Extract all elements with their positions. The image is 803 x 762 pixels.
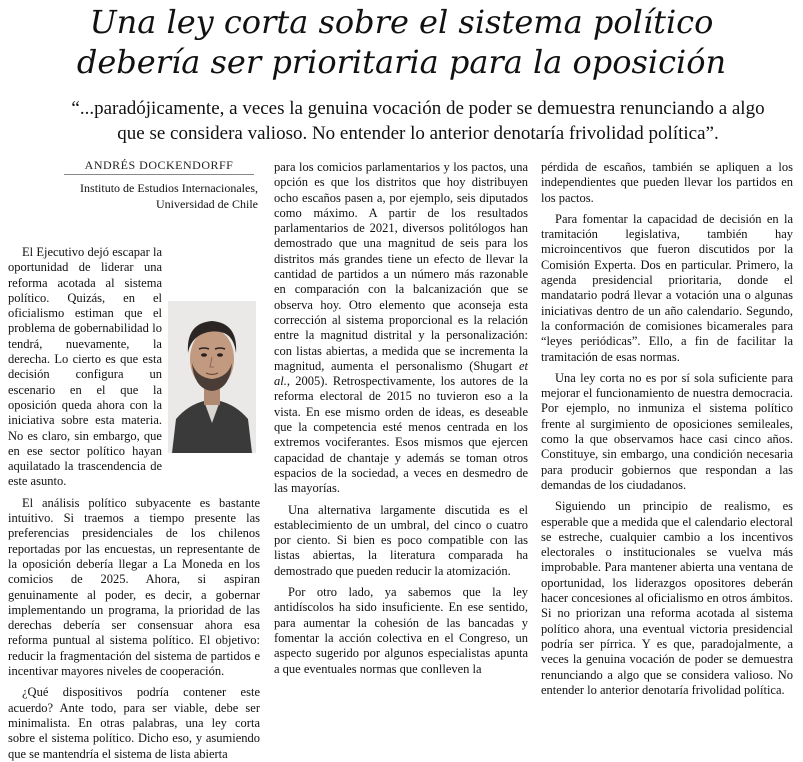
col2-paragraph-3: Por otro lado, ya sabemos que la ley antidíscolos ha sido insuficiente. En ese sentido, para aumentar la cohesión de las bancadas y fomentar la acción colectiva en el Congreso, un aspecto sugerido por algunos especialistas apunta a que eventuales normas que conlleven la [274, 585, 528, 676]
headline-line-1: Una ley corta sobre el sistema político [89, 3, 714, 41]
col2-paragraph-1-text: para los comicios parlamentarios y los pactos, una opción es que los distritos que hoy distribuyen ocho escaños pasen a, por ejemplo, seis diputados como máximo. A partir de los resultados parlamentarios de 2021, diversos politólogos han demostrado que una magnitud de seis para los distritos más grandes tiene un efecto de llevar la cantidad de partidos a un número más razonable en comparación con la balcanización que se observa hoy. Otro elemento que aconseja esta corrección al sistema proporcional es la relación entre la magnitud distrital y la personalización: con listas abiertas, a medida que se incrementa la magnitud, aumenta el personalismo (Shugart [274, 160, 528, 373]
headline [0, 2, 803, 82]
article-column-1 [8, 245, 260, 761]
article-column-2 [274, 160, 528, 708]
col1-paragraph-3: ¿Qué dispositivos podría contener este acuerdo? Ante todo, para ser viable, debe ser minimalista. En otras palabras, una ley corta sobre el sistema político. Dicho eso, y asumiendo que se mantendría el sistema de lista abierta [8, 685, 260, 761]
col2-paragraph-2: Una alternativa largamente discutida es el establecimiento de un umbral, del cinco o cuatro por ciento. Si bien es poco compatible con las listas abiertas, la literatura comparada ha demostrado que pueden reducir la atomización. [274, 502, 528, 578]
article-column-3 [541, 160, 793, 708]
col1-paragraph-2: El análisis político subyacente es bastante intuitivo. Si traemos a tiempo presente las preferencias presidenciales de los chilenos reportadas por las encuestas, un representante de la oposición debería llegar a La Moneda en los comicios de 2025. Ahora, si aspiran genuinamente al poder, es decir, a gobernar implementando un programa, la prioridad de las derechas debería ser consensuar ahora esa reforma puntual al sistema político. El objetivo: reducir la fragmentación del sistema de partidos e incentivar mayores niveles de cooperación. [8, 495, 260, 679]
portrait-float [168, 301, 260, 459]
citation-et-al: et al. [274, 358, 528, 389]
col3-paragraph-2: Para fomentar la capacidad de decisión en la tramitación legislativa, también hay microincentivos que fueron discutidos por la Comisión Experta. Dos en particular. Primero, la agenda presidencial prioritaria, donde el mandatario podrá llevar a votación una o algunas iniciativas dentro de un año calendario. Segundo, la conformación de comisiones bicamerales para “leyes periódicas”. Ello, a fin de facilitar la tramitación de esas normas. [541, 211, 793, 364]
col1-paragraph-1: El Ejecutivo dejó escapar la oportunidad de liderar una reforma acotada al sistema político. Quizás, en el oficialismo estiman que el problema de gobernabilidad lo tendrá, nuevamente, la derecha. Lo cierto es que esta decisión configura un escenario en el que la oposición queda ahora con la iniciativa sobre esta materia. No es claro, sin embargo, que en ese sector político hayan aquilatado la trascendencia de este asunto. [8, 245, 162, 489]
col2-paragraph-1 [274, 160, 528, 497]
affiliation-line-2: Universidad de Chile [156, 197, 258, 211]
author-portrait [168, 301, 256, 453]
pull-quote: “...paradójicamente, a veces la genuina vocación de poder se demuestra renunciando a algo que se considera valioso. No entender lo anterior denotaría frivolidad política”. [71, 98, 765, 144]
col3-paragraph-4: Siguiendo un principio de realismo, es esperable que a medida que el calendario electoral se estreche, cualquier cambio a los incentivos electorales o institucionales se vuelva más improbable. Para mantener abierta una ventana de oportunidad, los liderazgos opositores deberán hacer concesiones al oficialismo en otros ámbitos. Si no priorizan una reforma acotada al sistema político ahora, una eventual victoria presidencial podría ser pírrica. Y es que, paradojalmente, a veces la genuina vocación de poder se demuestra renunciando a algo que se considera valioso. No entender lo anterior denotaría frivolidad política. [541, 499, 793, 697]
affiliation-line-1: Instituto de Estudios Internacionales, [80, 181, 258, 195]
author-affiliation [10, 180, 258, 212]
headline-line-2: debería ser prioritaria para la oposición [76, 43, 727, 81]
author-name: ANDRÉS DOCKENDORFF [84, 158, 234, 172]
author-rule [64, 174, 254, 175]
col3-paragraph-1: pérdida de escaños, también se apliquen a los independientes que pueden llevar los partidos en los pactos. [541, 160, 793, 205]
col2-paragraph-1-end: , 2005). Retrospectivamente, los autores de la reforma electoral de 2015 no tuvieron eso a la vista. En ese mismo orden de ideas, es deseable que la competencia esté menos centrada en los extremos vociferantes. Esos mismos que ejercen capacidad de chantaje y además se toman otros espacios de la sociedad, a veces en desmedro de las mayorías. [274, 374, 528, 496]
col3-paragraph-3: Una ley corta no es por sí sola suficiente para mejorar el funcionamiento de nuestra democracia. Por ejemplo, no inmuniza el sistema político frente al surgimiento de oposiciones semileales, como la que observamos hace casi cinco años. Constituye, sin embargo, una condición necesaria para producir gobiernos que respondan a las demandas de los ciudadanos. [541, 370, 793, 492]
